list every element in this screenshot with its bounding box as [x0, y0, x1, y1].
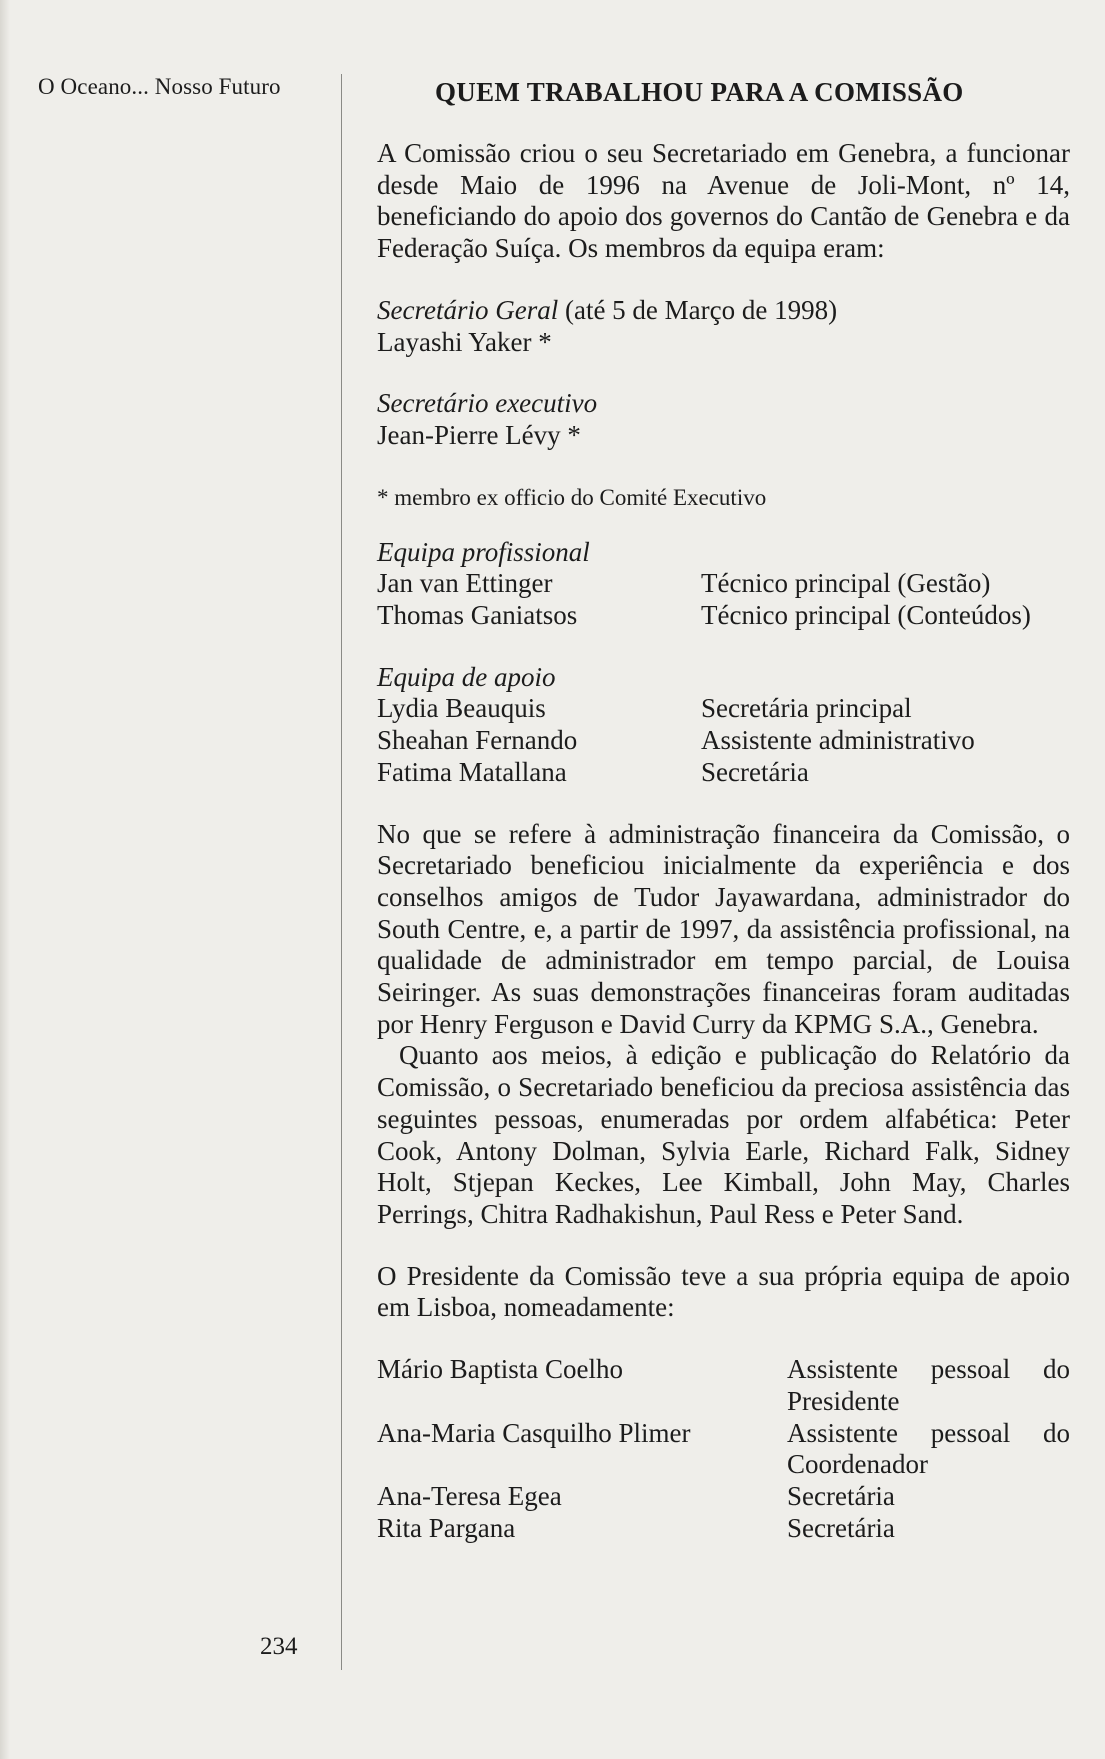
member-name: Thomas Ganiatsos: [377, 600, 578, 631]
equipa-apoio-label: Equipa de apoio: [377, 661, 556, 692]
member-role: Assistente pessoal do Presidente: [787, 1354, 1070, 1416]
section-title: QUEM TRABALHOU PARA A COMISSÃO: [435, 77, 964, 107]
running-head: O Oceano... Nosso Futuro: [38, 74, 281, 99]
member-role: Secretária: [787, 1512, 895, 1543]
list-item: [377, 757, 1070, 789]
page-edge-shadow: [0, 0, 10, 1759]
member-name: Rita Pargana: [377, 1512, 516, 1543]
member-name: Fatima Matallana: [377, 756, 567, 787]
secretario-geral-heading: [377, 295, 1070, 327]
member-name: Mário Baptista Coelho: [377, 1354, 623, 1385]
secretario-geral-note: (até 5 de Março de 1998): [558, 294, 838, 325]
list-item: [377, 600, 1070, 632]
list-item: [377, 568, 1070, 600]
member-role: Secretária: [701, 756, 809, 787]
list-item: [377, 1481, 1070, 1513]
column-divider: [341, 74, 342, 1670]
list-item: [377, 693, 1070, 725]
list-item: [377, 1513, 1070, 1545]
media-paragraph: Quanto aos meios, à edição e publicação do Relatório da Comissão, o Secretariado beneficiou da preciosa assistência das seguintes pessoas, enumeradas por ordem alfabética: Peter Cook, Antony Dolman, Sylvia Earle, Richard Falk, Sidney Holt, Stjepan Keckes, Lee Kimball, John May, Charles Perrings, Chitra Radhakishun, Paul Ress e Peter Sand.: [377, 1040, 1070, 1229]
member-role: Secretária: [787, 1480, 895, 1511]
list-item: [377, 725, 1070, 757]
member-name: Lydia Beauquis: [377, 693, 546, 724]
member-name: Ana-Teresa Egea: [377, 1480, 562, 1511]
secretario-executivo-name: Jean-Pierre Lévy *: [377, 419, 581, 450]
president-paragraph: O Presidente da Comissão teve a sua própria equipa de apoio em Lisboa, nomeadamente:: [377, 1260, 1070, 1323]
member-name: Jan van Ettinger: [377, 568, 553, 599]
list-item: [377, 1354, 1070, 1417]
main-column: [377, 72, 1070, 1544]
member-role: Secretária principal: [701, 693, 912, 724]
footnote: * membro ex officio do Comité Executivo: [377, 484, 767, 510]
member-role: Técnico principal (Conteúdos): [701, 600, 1031, 631]
member-role: Assistente administrativo: [701, 725, 975, 756]
member-role: Técnico principal (Gestão): [701, 568, 991, 599]
member-name: Ana-Maria Casquilho Plimer: [377, 1417, 691, 1448]
page-number: 234: [260, 1633, 298, 1660]
secretario-geral-label: Secretário Geral: [377, 294, 559, 325]
financial-paragraph: No que se refere à administração financeira da Comissão, o Secretariado beneficiou inicialmente da experiência e dos conselhos amigos de Tudor Jayawardana, administrador do South Centre, e, a partir de 1997, da assistência profissional, na qualidade de administrador em tempo parcial, de Louisa Seiringer. As suas demonstrações financeiras foram auditadas por Henry Ferguson e David Curry da KPMG S.A., Genebra.: [377, 818, 1070, 1039]
member-name: Sheahan Fernando: [377, 725, 578, 756]
secretario-executivo-label: Secretário executivo: [377, 388, 598, 419]
equipa-profissional-label: Equipa profissional: [377, 536, 590, 567]
member-role: Assistente pessoal do Coordenador: [787, 1417, 1070, 1480]
secretario-geral-name: Layashi Yaker *: [377, 326, 552, 357]
intro-paragraph: A Comissão criou o seu Secretariado em Genebra, a funcionar desde Maio de 1996 na Avenue de Joli-Mont, nº 14, beneficiando do apoio dos governos do Cantão de Genebra e da Federação Suíça. Os membros da equipa eram:: [377, 138, 1070, 264]
list-item: [377, 1418, 1070, 1481]
